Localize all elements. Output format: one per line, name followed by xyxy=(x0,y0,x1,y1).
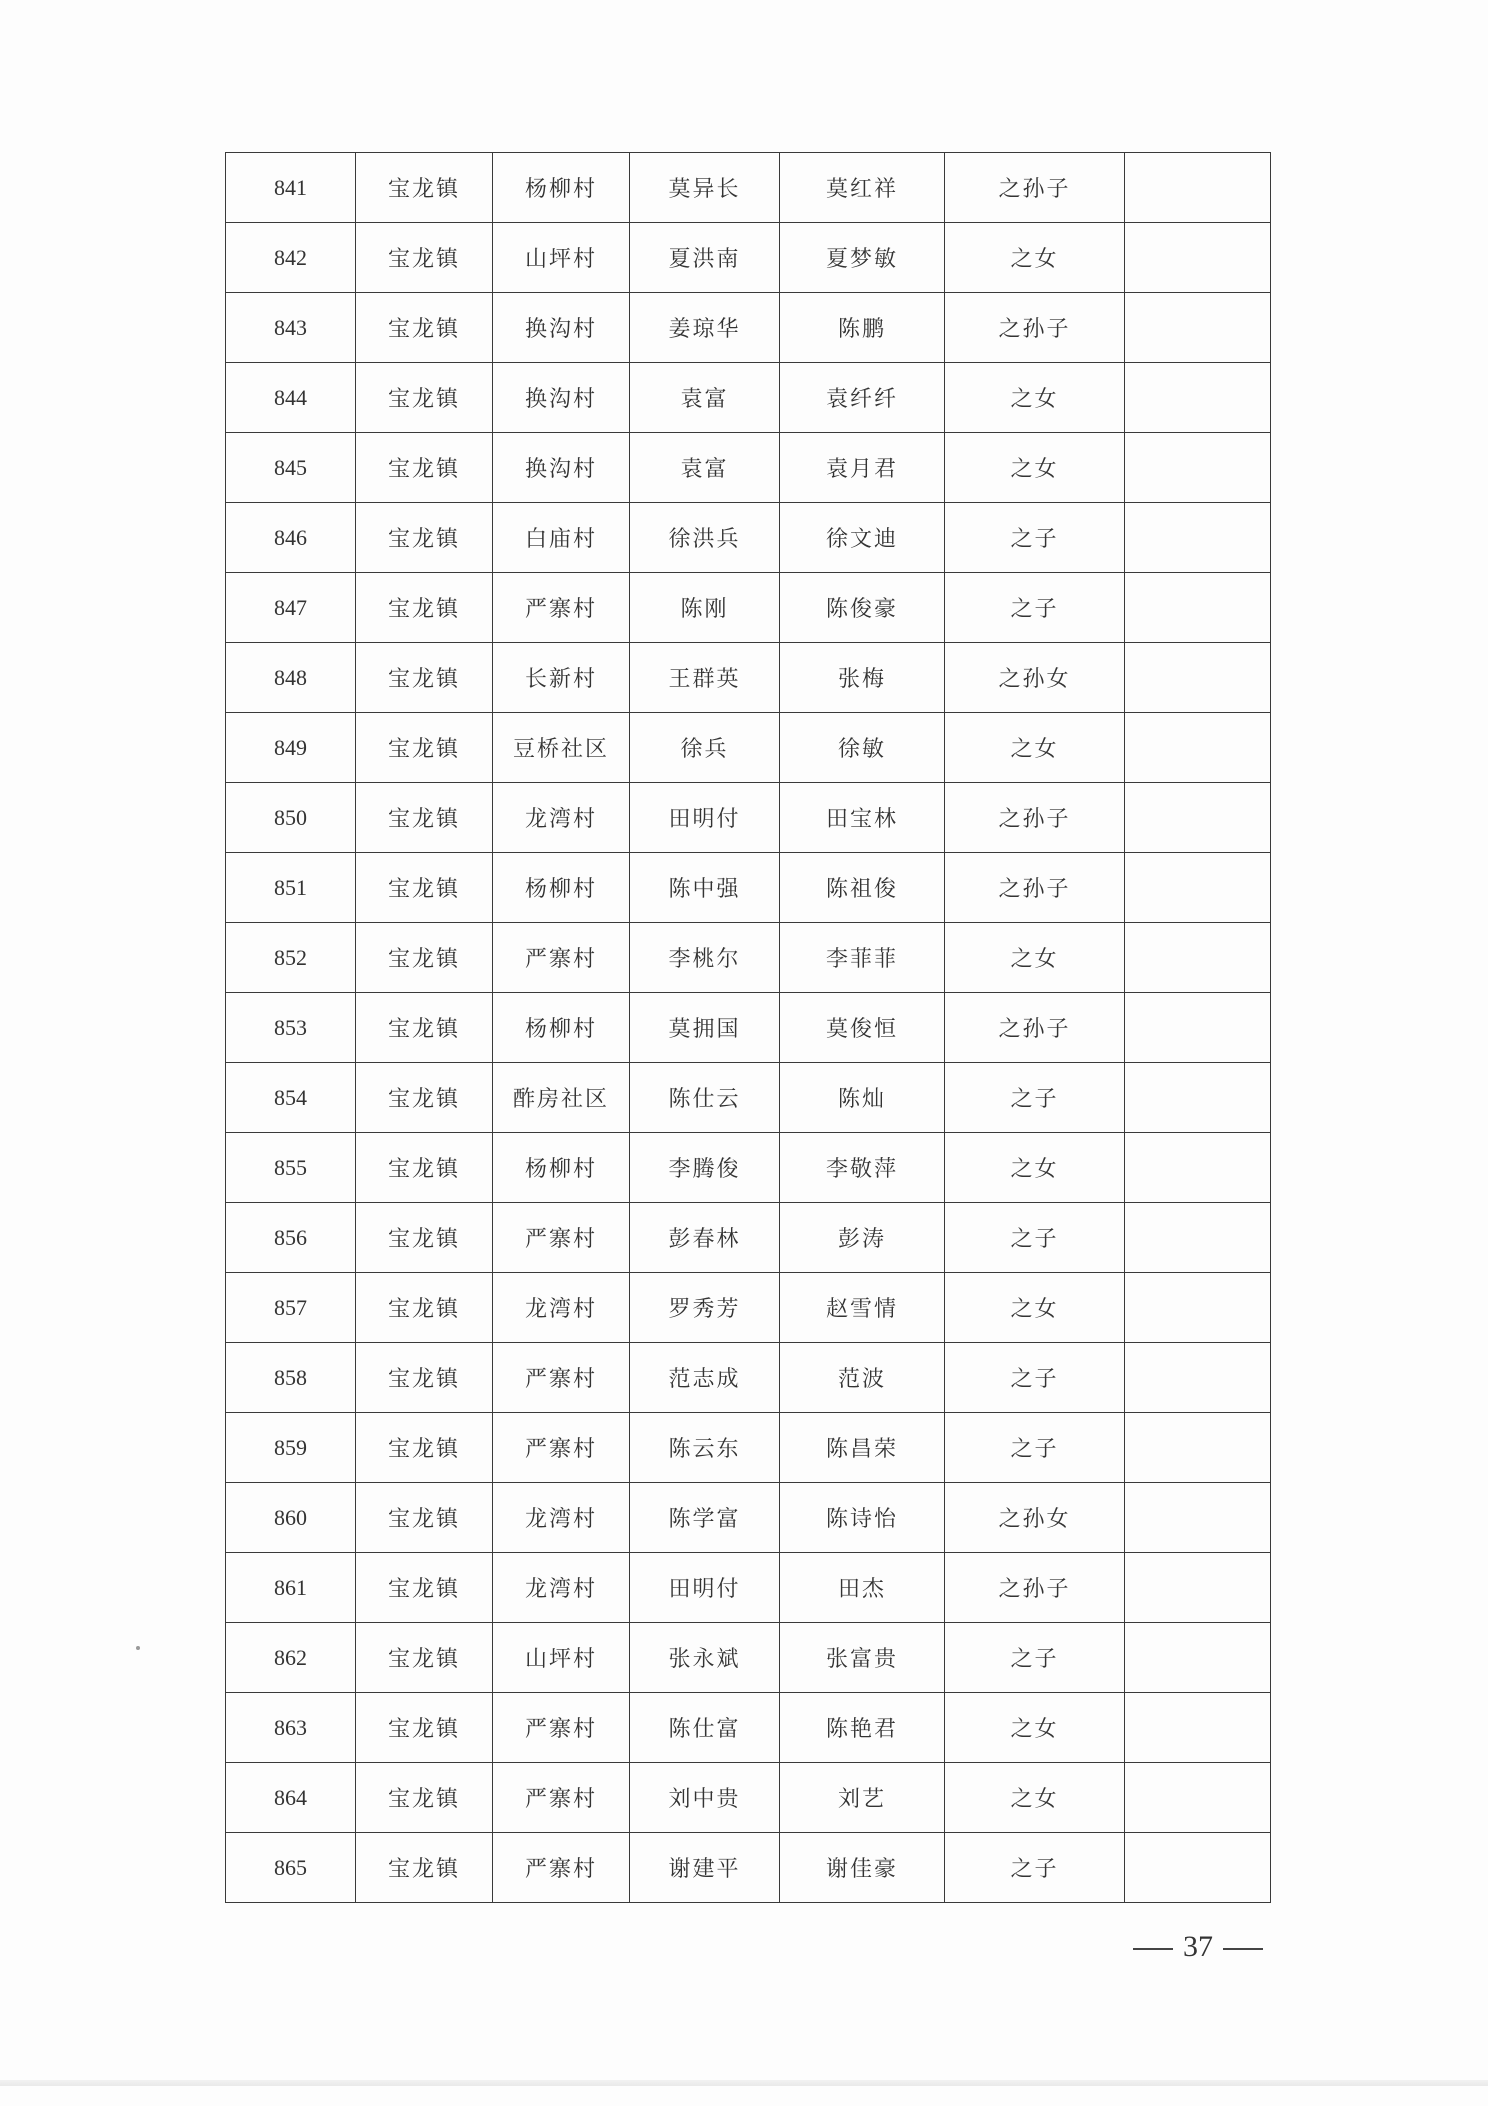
cell-town: 宝龙镇 xyxy=(356,1553,493,1623)
cell-member: 范波 xyxy=(780,1343,945,1413)
cell-note xyxy=(1125,853,1271,923)
cell-name: 李桃尔 xyxy=(630,923,780,993)
cell-town: 宝龙镇 xyxy=(356,1203,493,1273)
table-row xyxy=(226,1693,1271,1763)
cell-member: 莫俊恒 xyxy=(780,993,945,1063)
cell-relation: 之女 xyxy=(945,923,1125,993)
cell-note xyxy=(1125,1063,1271,1133)
cell-name: 袁富 xyxy=(630,433,780,503)
table-row xyxy=(226,153,1271,223)
cell-name: 莫异长 xyxy=(630,153,780,223)
cell-village: 龙湾村 xyxy=(493,1273,630,1343)
table-row xyxy=(226,1273,1271,1343)
cell-name: 谢建平 xyxy=(630,1833,780,1903)
cell-note xyxy=(1125,1483,1271,1553)
table-row xyxy=(226,1553,1271,1623)
cell-town: 宝龙镇 xyxy=(356,223,493,293)
cell-village: 龙湾村 xyxy=(493,1553,630,1623)
cell-relation: 之女 xyxy=(945,1133,1125,1203)
cell-note xyxy=(1125,363,1271,433)
cell-town: 宝龙镇 xyxy=(356,853,493,923)
cell-relation: 之子 xyxy=(945,1623,1125,1693)
cell-member: 袁纤纤 xyxy=(780,363,945,433)
cell-number: 858 xyxy=(226,1343,356,1413)
cell-member: 陈艳君 xyxy=(780,1693,945,1763)
cell-note xyxy=(1125,923,1271,993)
cell-number: 851 xyxy=(226,853,356,923)
cell-name: 夏洪南 xyxy=(630,223,780,293)
cell-relation: 之女 xyxy=(945,1693,1125,1763)
cell-relation: 之孙子 xyxy=(945,1553,1125,1623)
cell-number: 847 xyxy=(226,573,356,643)
cell-town: 宝龙镇 xyxy=(356,1693,493,1763)
table-row xyxy=(226,1413,1271,1483)
cell-relation: 之子 xyxy=(945,1343,1125,1413)
cell-name: 范志成 xyxy=(630,1343,780,1413)
cell-note xyxy=(1125,223,1271,293)
cell-member: 彭涛 xyxy=(780,1203,945,1273)
cell-name: 徐兵 xyxy=(630,713,780,783)
cell-relation: 之孙子 xyxy=(945,853,1125,923)
cell-village: 酢房社区 xyxy=(493,1063,630,1133)
cell-name: 田明付 xyxy=(630,1553,780,1623)
cell-village: 白庙村 xyxy=(493,503,630,573)
cell-note xyxy=(1125,1343,1271,1413)
cell-relation: 之子 xyxy=(945,1203,1125,1273)
cell-name: 刘中贵 xyxy=(630,1763,780,1833)
cell-town: 宝龙镇 xyxy=(356,1623,493,1693)
cell-relation: 之女 xyxy=(945,1273,1125,1343)
table-row xyxy=(226,1833,1271,1903)
cell-number: 864 xyxy=(226,1763,356,1833)
cell-number: 859 xyxy=(226,1413,356,1483)
cell-note xyxy=(1125,1693,1271,1763)
cell-number: 860 xyxy=(226,1483,356,1553)
cell-number: 843 xyxy=(226,293,356,363)
cell-member: 陈昌荣 xyxy=(780,1413,945,1483)
cell-village: 山坪村 xyxy=(493,223,630,293)
cell-relation: 之孙子 xyxy=(945,153,1125,223)
cell-town: 宝龙镇 xyxy=(356,1413,493,1483)
cell-name: 陈仕云 xyxy=(630,1063,780,1133)
cell-town: 宝龙镇 xyxy=(356,363,493,433)
cell-town: 宝龙镇 xyxy=(356,1763,493,1833)
cell-note xyxy=(1125,293,1271,363)
cell-village: 严寨村 xyxy=(493,573,630,643)
cell-note xyxy=(1125,573,1271,643)
cell-village: 严寨村 xyxy=(493,1343,630,1413)
cell-town: 宝龙镇 xyxy=(356,1273,493,1343)
cell-number: 849 xyxy=(226,713,356,783)
cell-village: 杨柳村 xyxy=(493,853,630,923)
cell-relation: 之女 xyxy=(945,1763,1125,1833)
cell-village: 龙湾村 xyxy=(493,783,630,853)
cell-note xyxy=(1125,503,1271,573)
cell-note xyxy=(1125,1833,1271,1903)
cell-village: 豆桥社区 xyxy=(493,713,630,783)
cell-village: 严寨村 xyxy=(493,923,630,993)
cell-number: 863 xyxy=(226,1693,356,1763)
cell-member: 李菲菲 xyxy=(780,923,945,993)
cell-village: 长新村 xyxy=(493,643,630,713)
scan-edge xyxy=(0,2080,1488,2086)
cell-relation: 之孙子 xyxy=(945,293,1125,363)
table-row xyxy=(226,363,1271,433)
cell-number: 842 xyxy=(226,223,356,293)
cell-member: 莫红祥 xyxy=(780,153,945,223)
cell-member: 陈俊豪 xyxy=(780,573,945,643)
cell-village: 严寨村 xyxy=(493,1693,630,1763)
cell-town: 宝龙镇 xyxy=(356,713,493,783)
cell-relation: 之子 xyxy=(945,1833,1125,1903)
roster-table xyxy=(225,152,1271,1903)
cell-town: 宝龙镇 xyxy=(356,1483,493,1553)
cell-number: 856 xyxy=(226,1203,356,1273)
table-row xyxy=(226,503,1271,573)
cell-village: 杨柳村 xyxy=(493,1133,630,1203)
roster-body xyxy=(226,153,1271,1903)
cell-name: 王群英 xyxy=(630,643,780,713)
cell-relation: 之孙女 xyxy=(945,1483,1125,1553)
cell-name: 李腾俊 xyxy=(630,1133,780,1203)
table-row xyxy=(226,293,1271,363)
cell-number: 861 xyxy=(226,1553,356,1623)
cell-member: 田杰 xyxy=(780,1553,945,1623)
cell-town: 宝龙镇 xyxy=(356,1833,493,1903)
cell-village: 杨柳村 xyxy=(493,153,630,223)
cell-member: 徐文迪 xyxy=(780,503,945,573)
cell-town: 宝龙镇 xyxy=(356,1133,493,1203)
cell-note xyxy=(1125,993,1271,1063)
cell-relation: 之女 xyxy=(945,363,1125,433)
cell-member: 谢佳豪 xyxy=(780,1833,945,1903)
cell-relation: 之子 xyxy=(945,573,1125,643)
cell-town: 宝龙镇 xyxy=(356,573,493,643)
cell-name: 彭春林 xyxy=(630,1203,780,1273)
cell-note xyxy=(1125,713,1271,783)
cell-member: 李敬萍 xyxy=(780,1133,945,1203)
table-row xyxy=(226,1203,1271,1273)
cell-note xyxy=(1125,433,1271,503)
cell-relation: 之孙子 xyxy=(945,783,1125,853)
cell-name: 陈刚 xyxy=(630,573,780,643)
cell-member: 赵雪情 xyxy=(780,1273,945,1343)
table-row xyxy=(226,1763,1271,1833)
page-number-value: 37 xyxy=(1183,1930,1213,1963)
cell-number: 850 xyxy=(226,783,356,853)
table-row xyxy=(226,1343,1271,1413)
cell-number: 844 xyxy=(226,363,356,433)
cell-name: 陈云东 xyxy=(630,1413,780,1483)
cell-name: 陈学富 xyxy=(630,1483,780,1553)
table-row xyxy=(226,573,1271,643)
cell-number: 855 xyxy=(226,1133,356,1203)
table-row xyxy=(226,1623,1271,1693)
cell-note xyxy=(1125,1133,1271,1203)
cell-town: 宝龙镇 xyxy=(356,503,493,573)
cell-note xyxy=(1125,643,1271,713)
cell-number: 862 xyxy=(226,1623,356,1693)
cell-town: 宝龙镇 xyxy=(356,1063,493,1133)
cell-town: 宝龙镇 xyxy=(356,923,493,993)
cell-member: 陈祖俊 xyxy=(780,853,945,923)
cell-member: 张富贵 xyxy=(780,1623,945,1693)
cell-name: 罗秀芳 xyxy=(630,1273,780,1343)
cell-relation: 之子 xyxy=(945,1413,1125,1483)
table-row xyxy=(226,643,1271,713)
table-row xyxy=(226,853,1271,923)
table-row xyxy=(226,783,1271,853)
cell-member: 张梅 xyxy=(780,643,945,713)
cell-number: 848 xyxy=(226,643,356,713)
cell-note xyxy=(1125,1623,1271,1693)
table-row xyxy=(226,993,1271,1063)
cell-number: 841 xyxy=(226,153,356,223)
scan-speck xyxy=(136,1646,140,1650)
cell-member: 夏梦敏 xyxy=(780,223,945,293)
cell-town: 宝龙镇 xyxy=(356,153,493,223)
cell-member: 陈灿 xyxy=(780,1063,945,1133)
page-number-left-dash xyxy=(1133,1948,1173,1950)
cell-note xyxy=(1125,783,1271,853)
cell-village: 严寨村 xyxy=(493,1763,630,1833)
cell-member: 刘艺 xyxy=(780,1763,945,1833)
cell-member: 袁月君 xyxy=(780,433,945,503)
cell-village: 换沟村 xyxy=(493,293,630,363)
cell-village: 严寨村 xyxy=(493,1203,630,1273)
cell-note xyxy=(1125,1413,1271,1483)
cell-name: 陈仕富 xyxy=(630,1693,780,1763)
cell-town: 宝龙镇 xyxy=(356,643,493,713)
cell-member: 田宝林 xyxy=(780,783,945,853)
table-row xyxy=(226,923,1271,993)
cell-town: 宝龙镇 xyxy=(356,1343,493,1413)
cell-name: 莫拥国 xyxy=(630,993,780,1063)
cell-village: 换沟村 xyxy=(493,433,630,503)
cell-relation: 之女 xyxy=(945,223,1125,293)
cell-town: 宝龙镇 xyxy=(356,783,493,853)
cell-relation: 之子 xyxy=(945,1063,1125,1133)
cell-name: 徐洪兵 xyxy=(630,503,780,573)
table-row xyxy=(226,1063,1271,1133)
cell-relation: 之女 xyxy=(945,433,1125,503)
table-row xyxy=(226,1483,1271,1553)
cell-name: 姜琼华 xyxy=(630,293,780,363)
cell-name: 袁富 xyxy=(630,363,780,433)
cell-number: 857 xyxy=(226,1273,356,1343)
cell-name: 陈中强 xyxy=(630,853,780,923)
cell-village: 换沟村 xyxy=(493,363,630,433)
cell-number: 845 xyxy=(226,433,356,503)
cell-village: 杨柳村 xyxy=(493,993,630,1063)
cell-name: 田明付 xyxy=(630,783,780,853)
cell-town: 宝龙镇 xyxy=(356,293,493,363)
cell-number: 846 xyxy=(226,503,356,573)
cell-number: 865 xyxy=(226,1833,356,1903)
table-row xyxy=(226,223,1271,293)
cell-number: 853 xyxy=(226,993,356,1063)
cell-note xyxy=(1125,1553,1271,1623)
cell-number: 852 xyxy=(226,923,356,993)
cell-note xyxy=(1125,1273,1271,1343)
table-row xyxy=(226,713,1271,783)
cell-note xyxy=(1125,1203,1271,1273)
cell-note xyxy=(1125,153,1271,223)
cell-town: 宝龙镇 xyxy=(356,993,493,1063)
page-number-right-dash xyxy=(1223,1948,1263,1950)
cell-name: 张永斌 xyxy=(630,1623,780,1693)
cell-village: 严寨村 xyxy=(493,1413,630,1483)
table-row xyxy=(226,433,1271,503)
cell-relation: 之女 xyxy=(945,713,1125,783)
cell-town: 宝龙镇 xyxy=(356,433,493,503)
cell-relation: 之孙子 xyxy=(945,993,1125,1063)
cell-village: 山坪村 xyxy=(493,1623,630,1693)
table-row xyxy=(226,1133,1271,1203)
cell-member: 徐敏 xyxy=(780,713,945,783)
cell-relation: 之孙女 xyxy=(945,643,1125,713)
cell-relation: 之子 xyxy=(945,503,1125,573)
cell-note xyxy=(1125,1763,1271,1833)
cell-member: 陈诗怡 xyxy=(780,1483,945,1553)
cell-member: 陈鹏 xyxy=(780,293,945,363)
cell-village: 龙湾村 xyxy=(493,1483,630,1553)
page-number xyxy=(1118,1930,1278,1964)
cell-number: 854 xyxy=(226,1063,356,1133)
cell-village: 严寨村 xyxy=(493,1833,630,1903)
